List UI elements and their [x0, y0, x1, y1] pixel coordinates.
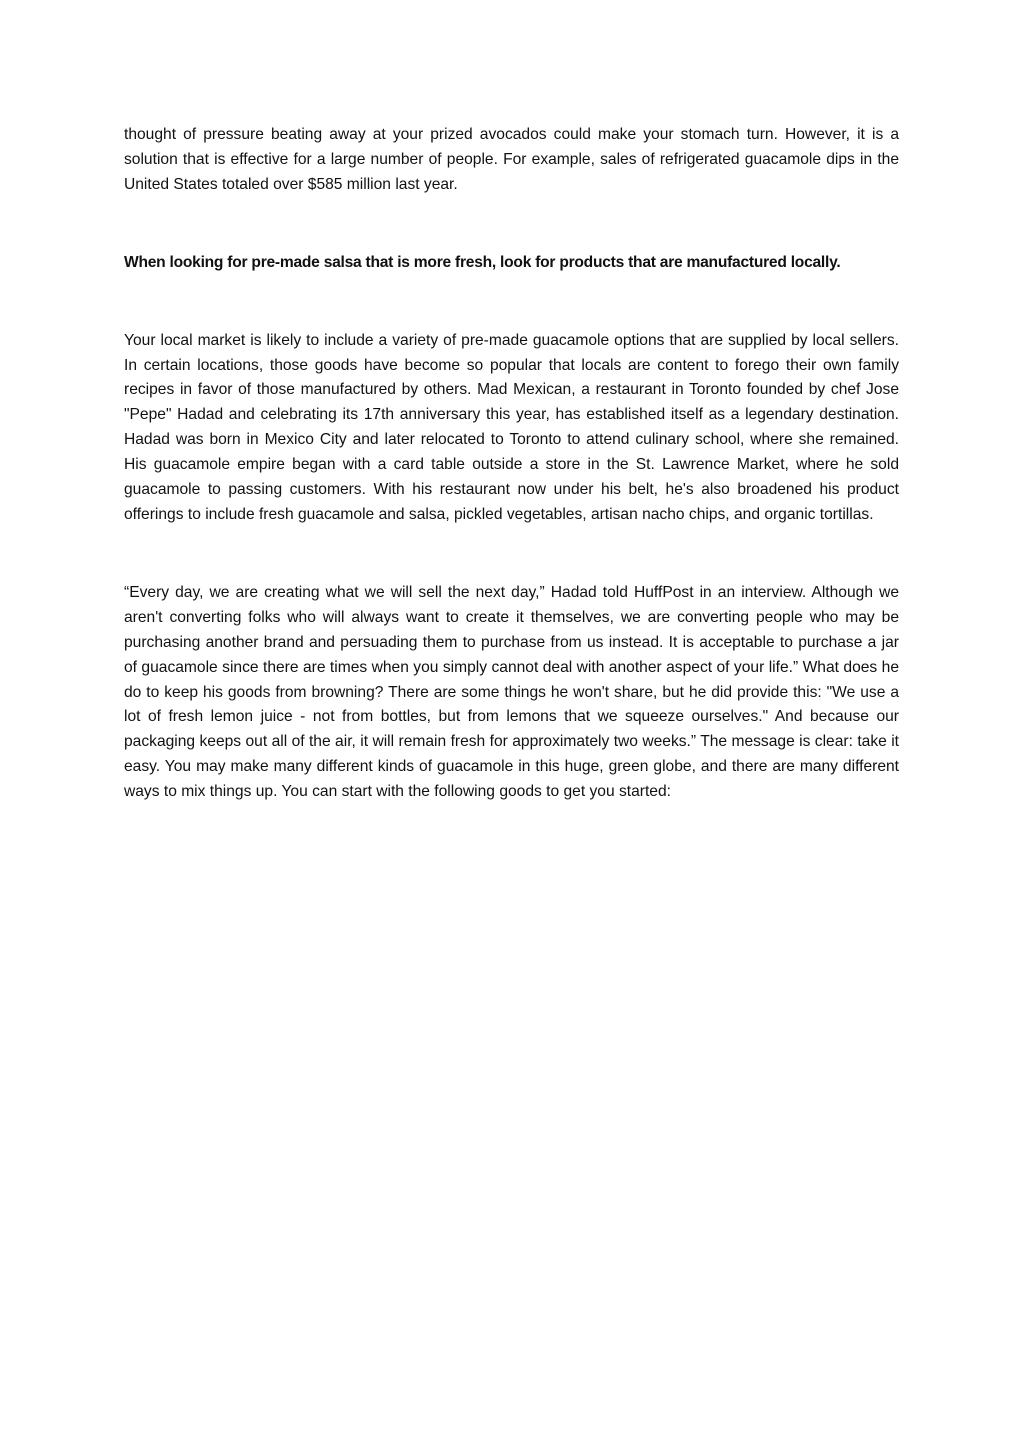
intro-paragraph: thought of pressure beating away at your prized avocados could make your stomach turn. However, it is a solution that is effective for a large number of people. For example, sales of refrigerated guacamole dips in the United States totaled over $585 million last year.	[124, 126, 899, 193]
section-heading: When looking for pre-made salsa that is more fresh, look for products that are manufactured locally.	[124, 253, 841, 271]
local-market-paragraph: Your local market is likely to include a variety of pre-made guacamole options that are supplied by local sellers. In certain locations, those goods have become so popular that locals are content to forego their own family recipes in favor of those manufactured by others. Mad Mexican, a restaurant in Toronto founded by chef Jose "Pepe" Hadad and celebrating its 17th anniversary this year, has established itself as a legendary destination. Hadad was born in Mexico City and later relocated to Toronto to attend culinary school, where she remained. His guacamole empire began with a card table outside a store in the St. Lawrence Market, where he sold guacamole to passing customers. With his restaurant now under his belt, he's also broadened his product offerings to include fresh guacamole and salsa, pickled vegetables, artisan nacho chips, and organic tortillas.	[124, 331, 899, 523]
interview-paragraph: “Every day, we are creating what we will sell the next day,” Hadad told HuffPost in an interview. Although we aren't converting folks who will always want to create it themselves, we are converting people who may be purchasing another brand and persuading them to purchase from us instead. It is acceptable to purchase a jar of guacamole since there are times when you simply cannot deal with another aspect of your life.” What does he do to keep his goods from browning? There are some things he won't share, but he did provide this: "We use a lot of fresh lemon juice - not from bottles, but from lemons that we squeeze ourselves." And because our packaging keeps out all of the air, it will remain fresh for approximately two weeks.” The message is clear: take it easy. You may make many different kinds of guacamole in this huge, green globe, and there are many different ways to mix things up. You can start with the following goods to get you started:	[124, 583, 899, 801]
document-body	[124, 123, 899, 805]
